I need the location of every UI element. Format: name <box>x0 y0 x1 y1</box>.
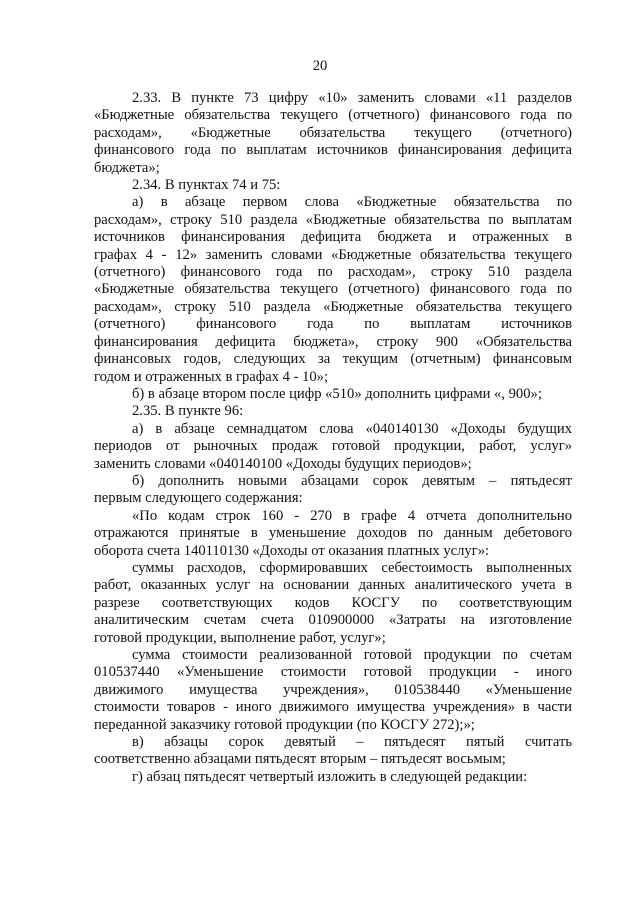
text-line: «Бюджетные обязательства текущего (отчетного) финансового года по <box>94 281 572 298</box>
text-line: оборота счета 140110130 «Доходы от оказания платных услуг»: <box>94 542 490 559</box>
text-line: 2.33. В пункте 73 цифру «10» заменить словами «11 разделов <box>132 90 572 106</box>
text-line: готовой продукции, выполнение работ, услуг»; <box>94 629 386 646</box>
paragraph-p-2-35-g <box>94 769 572 786</box>
text-line: расходам», «Бюджетные обязательства текущего (отчетного) <box>94 124 572 141</box>
page-number: 20 <box>312 58 328 74</box>
text-line: расходам», строку 510 раздела «Бюджетные обязательства по выплатам <box>94 211 572 228</box>
paragraph-p-quote-1 <box>94 508 572 560</box>
text-line: (отчетного) финансового года по расходам», строку 510 раздела <box>94 264 572 281</box>
text-line: б) дополнить новыми абзацами сорок девятым – пятьдесят <box>132 472 572 489</box>
paragraph-p-2-34-a <box>94 194 572 385</box>
text-line: в) абзацы сорок девятый – пятьдесят пятый считать <box>132 734 572 751</box>
paragraph-p-2-35-a <box>94 421 572 473</box>
text-line: бюджета»; <box>94 159 160 176</box>
text-line: 010537440 «Уменьшение стоимости готовой продукции - иного <box>94 664 572 681</box>
text-line: расходам», строку 510 раздела «Бюджетные обязательства текущего <box>94 298 572 315</box>
text-line: сумма стоимости реализованной готовой продукции по счетам <box>132 647 572 663</box>
text-line: заменить словами «040140100 «Доходы будущих периодов»; <box>94 455 472 472</box>
text-line: финансовых годов, следующих за текущим (отчетным) финансовым <box>94 351 572 368</box>
text-line: годом и отраженных в графах 4 - 10»; <box>94 368 329 385</box>
text-line: суммы расходов, сформировавших себестоимость выполненных <box>132 559 572 576</box>
text-line: 2.35. В пункте 96: <box>132 403 244 420</box>
paragraph-p-2-34 <box>94 177 572 194</box>
text-line: источников финансирования дефицита бюджета и отраженных в <box>94 229 572 246</box>
paragraph-p-2-35-b <box>94 473 572 508</box>
text-line: работ, оказанных услуг на основании данных аналитического учета в <box>94 577 572 594</box>
text-line: б) в абзаце втором после цифр «510» дополнить цифрами «, 900»; <box>132 385 542 402</box>
text-line: графах 4 - 12» заменить словами «Бюджетные обязательства текущего <box>94 246 572 263</box>
paragraph-p-quote-3 <box>94 647 572 734</box>
paragraph-p-2-34-b <box>94 386 572 403</box>
text-line: разрезе соответствующих кодов КОСГУ по соответствующим <box>94 594 572 611</box>
text-line: г) абзац пятьдесят четвертый изложить в следующей редакции: <box>132 768 528 785</box>
text-line: движимого имущества учреждения», 010538440 «Уменьшение <box>94 681 572 698</box>
text-line: а) в абзаце первом слова «Бюджетные обязательства по <box>132 194 572 211</box>
text-line: первым следующего содержания: <box>94 490 303 507</box>
text-line: соответственно абзацами пятьдесят вторым – пятьдесят восьмым; <box>94 751 506 768</box>
text-line: (отчетного) финансового года по выплатам источников <box>94 316 572 333</box>
text-line: отражаются принятые в уменьшение доходов по данным дебетового <box>94 525 572 542</box>
text-line: периодов от рыночных продаж готовой продукции, работ, услуг» <box>94 438 572 455</box>
text-line: стоимости товаров - иного движимого имущества учреждения» в части <box>94 699 572 716</box>
paragraph-p-2-35 <box>94 403 572 420</box>
document-body <box>94 90 572 786</box>
paragraph-p-2-35-v <box>94 734 572 769</box>
text-line: «По кодам строк 160 - 270 в графе 4 отчета дополнительно <box>132 507 572 524</box>
text-line: 2.34. В пунктах 74 и 75: <box>132 177 281 194</box>
text-line: переданной заказчику готовой продукции (по КОСГУ 272);»; <box>94 716 475 733</box>
text-line: финансирования дефицита бюджета», строку 900 «Обязательства <box>94 333 572 350</box>
paragraph-p-quote-2 <box>94 560 572 647</box>
text-line: «Бюджетные обязательства текущего (отчетного) финансового года по <box>94 107 572 124</box>
paragraph-p-2-33 <box>94 90 572 177</box>
text-line: финансового года по выплатам источников финансирования дефицита <box>94 142 572 159</box>
text-line: а) в абзаце семнадцатом слова «040140130 «Доходы будущих <box>132 420 572 437</box>
text-line: аналитическим счетам счета 010900000 «Затраты на изготовление <box>94 612 572 629</box>
